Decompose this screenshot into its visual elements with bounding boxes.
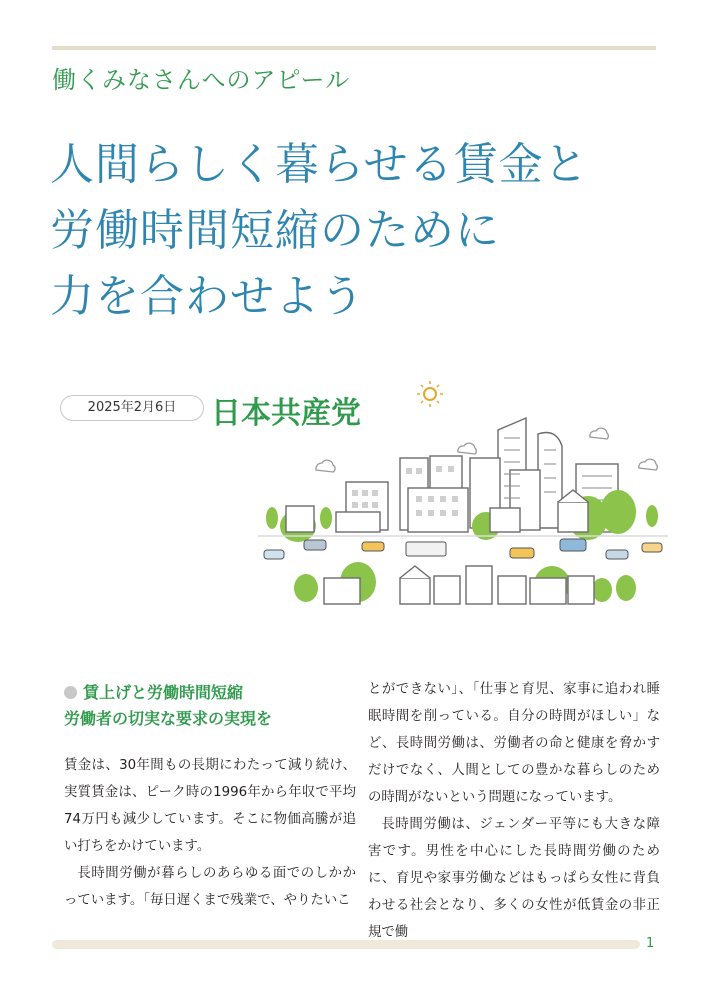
headline-line: 人間らしく暮らせる賃金と <box>50 139 589 190</box>
party-name: 日本共産党 <box>211 396 361 431</box>
bullet-icon <box>64 686 77 699</box>
paragraph: 賃金は、30年間もの長期にわたって減り続け、実質賃金は、ピーク時の1996年から年収で平均74万円も減少しています。そこに物価高騰が追い打ちをかけています。 <box>64 758 356 854</box>
paragraph: とができない」、「仕事と育児、家事に追われ睡眠時間を削っている。自分の時間がほしい」など、長時間労働は、労働者の命と健康を脅かすだけでなく、人間としての豊かな暮らしのための時間がないという問題になっています。 <box>368 682 660 805</box>
kicker: 働くみなさんへのアピール <box>52 66 351 94</box>
column-left <box>64 680 356 914</box>
date-badge: 2025年2月6日 <box>60 395 204 421</box>
section-heading <box>64 680 356 732</box>
page-number: 1 <box>646 936 655 951</box>
city-illustration <box>258 378 668 608</box>
sun-icon <box>417 381 443 407</box>
footer-rule <box>52 940 640 949</box>
paragraph: 長時間労働が暮らしのあらゆる面でのしかかっています。「毎日遅くまで残業で、やりたいこ <box>64 866 356 908</box>
section-title-line: 労働者の切実な要求の実現を <box>64 709 273 728</box>
paragraph: 長時間労働は、ジェンダー平等にも大きな障害です。男性を中心にした長時間労働のために、育児や家事労働などはもっぱら女性に背負わせる社会となり、多くの女性が低賃金の非正規で働 <box>368 817 660 940</box>
column-right <box>368 676 660 946</box>
car-icon <box>264 539 662 559</box>
top-rule <box>52 46 656 50</box>
headline-line: 力を合わせよう <box>50 271 365 322</box>
section-title-line: 賃上げと労働時間短縮 <box>83 683 244 702</box>
headline-line: 労働時間短縮のために <box>50 205 500 256</box>
headline <box>50 132 670 330</box>
